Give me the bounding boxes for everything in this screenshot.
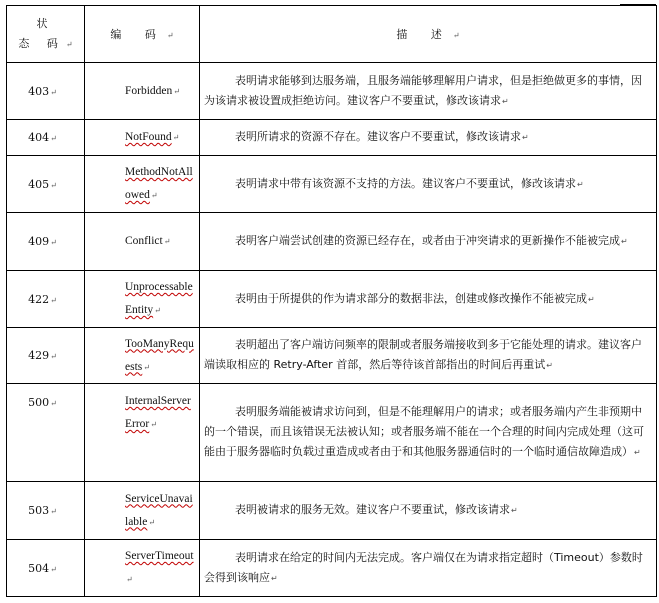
http-status-code-table (6, 5, 657, 597)
description-text: 表明所请求的资源不存在。建议客户不要重试，修改该请求 (235, 130, 521, 143)
description-cell (200, 120, 657, 156)
paragraph-mark-icon: ↵ (577, 179, 584, 189)
header-status-line2: 态 码 (18, 36, 65, 50)
code-name: UnprocessableEntity (125, 281, 193, 316)
status-code-cell (7, 540, 85, 597)
paragraph-mark-icon: ↵ (50, 352, 57, 361)
header-description (200, 6, 657, 63)
description-cell (200, 482, 657, 540)
description-cell (200, 328, 657, 384)
paragraph-mark-icon: ↵ (452, 31, 460, 40)
code-name: MethodNotAllowed (125, 166, 193, 201)
paragraph-mark-icon: ↵ (621, 237, 628, 246)
table-row (7, 271, 657, 328)
description-text: 表明由于所提供的作为请求部分的数据非法，创建或修改操作不能被完成 (235, 291, 587, 305)
paragraph-mark-icon: ↵ (546, 361, 553, 370)
paragraph-mark-icon: ↵ (50, 238, 57, 247)
header-status-line1: 状 (36, 16, 55, 30)
code-name: InternalServerError (125, 395, 191, 430)
description-text: 表明被请求的服务无效。建议客户不要重试，修改该请求 (235, 503, 510, 516)
paragraph-mark-icon: ↵ (172, 133, 180, 142)
status-code: 404 (28, 131, 50, 144)
description-cell (200, 213, 657, 271)
description-cell (200, 156, 657, 213)
status-code-cell (7, 213, 85, 271)
paragraph-mark-icon: ↵ (50, 295, 57, 305)
code-name: Forbidden (125, 84, 173, 97)
paragraph-mark-icon: ↵ (150, 420, 157, 429)
code-name-cell (85, 384, 200, 482)
description-text: 表明服务端能被请求访问到，但是不能理解用户的请求；或者服务端内产生非预期中的一个错误，而且该错误无法被认知；或者服务端不能在一个合理的时间内完成处理（这可能由于服务器临时负载过重造成或者由于和其他服务器通信时的一个临时通信故障造成） (204, 405, 644, 458)
status-code: 422 (28, 292, 50, 306)
code-name-cell (85, 540, 200, 597)
code-name-cell (85, 482, 200, 540)
code-name-cell (85, 328, 200, 384)
status-code: 409 (28, 235, 50, 248)
status-code-cell (7, 120, 85, 156)
paragraph-mark-icon: ↵ (50, 399, 57, 408)
paragraph-mark-icon: ↵ (163, 237, 171, 246)
paragraph-mark-icon: ↵ (50, 87, 57, 97)
description-cell (200, 540, 657, 597)
status-code: 429 (28, 349, 50, 362)
paragraph-mark-icon: ↵ (634, 448, 641, 457)
header-code-label: 编 码 (110, 28, 166, 41)
description-text: 表明请求中带有该资源不支持的方法。建议客户不要重试，修改该请求 (235, 176, 576, 190)
paragraph-mark-icon: ↵ (271, 573, 278, 583)
paragraph-mark-icon: ↵ (126, 575, 133, 584)
code-name-cell (85, 120, 200, 156)
table-row (7, 384, 657, 482)
table-header-row (7, 6, 657, 63)
header-description-label: 描 述 (396, 28, 452, 41)
status-code-cell (7, 328, 85, 384)
status-code: 500 (28, 396, 50, 409)
paragraph-mark-icon: ↵ (148, 517, 156, 527)
paragraph-mark-icon: ↵ (522, 133, 529, 142)
header-status-code (7, 6, 85, 63)
table-row (7, 328, 657, 384)
paragraph-mark-icon: ↵ (143, 362, 150, 372)
description-cell (200, 384, 657, 482)
paragraph-mark-icon: ↵ (173, 86, 180, 96)
paragraph-mark-icon: ↵ (65, 39, 73, 49)
paragraph-mark-icon: ↵ (50, 564, 57, 574)
status-code-cell (7, 271, 85, 328)
status-code-cell (7, 482, 85, 540)
paragraph-mark-icon: ↵ (50, 134, 57, 143)
paragraph-mark-icon: ↵ (502, 96, 509, 106)
paragraph-mark-icon: ↵ (511, 506, 518, 515)
table-row (7, 482, 657, 540)
paragraph-mark-icon: ↵ (588, 294, 595, 304)
code-name: NotFound (125, 131, 172, 143)
status-code: 504 (28, 561, 50, 575)
status-code: 405 (28, 177, 50, 191)
description-cell (200, 271, 657, 328)
description-text: 表明请求在给定的时间内无法完成。客户端仅在为请求指定超时（Timeout）参数时会得到该响应 (204, 550, 643, 584)
paragraph-mark-icon: ↵ (150, 191, 158, 200)
status-code: 403 (28, 84, 50, 98)
status-code-cell (7, 63, 85, 120)
table-row (7, 63, 657, 120)
table-row (7, 540, 657, 597)
table-row (7, 120, 657, 156)
paragraph-mark-icon: ↵ (166, 31, 174, 40)
status-code-cell (7, 156, 85, 213)
code-name-cell (85, 156, 200, 213)
code-name: ServiceUnavailable (125, 492, 193, 528)
description-cell (200, 63, 657, 120)
description-text: 表明请求能够到达服务端，且服务端能够理解用户请求，但是拒绝做更多的事情，因为该请求被设置成拒绝访问。建议客户不要重试，修改该请求 (204, 73, 642, 107)
code-name: ServerTimeout (125, 550, 194, 562)
code-name-cell (85, 63, 200, 120)
paragraph-mark-icon: ↵ (50, 180, 57, 190)
description-text: 表明客户端尝试创建的资源已经存在，或者由于冲突请求的更新操作不能被完成 (235, 234, 620, 247)
status-code-cell (7, 384, 85, 482)
table-row (7, 156, 657, 213)
paragraph-mark-icon: ↵ (154, 306, 161, 315)
code-name: Conflict (125, 235, 163, 247)
status-code: 503 (28, 504, 50, 517)
code-name-cell (85, 213, 200, 271)
header-code (85, 6, 200, 63)
description-text: 表明超出了客户端访问频率的限制或者服务端接收到多于它能处理的请求。建议客户端读取相应的 Retry-After 首部，然后等待该首部指出的时间后再重试 (204, 338, 642, 371)
paragraph-mark-icon: ↵ (50, 507, 57, 516)
code-name: TooManyRequests (125, 337, 194, 373)
table-row (7, 213, 657, 271)
code-name-cell (85, 271, 200, 328)
